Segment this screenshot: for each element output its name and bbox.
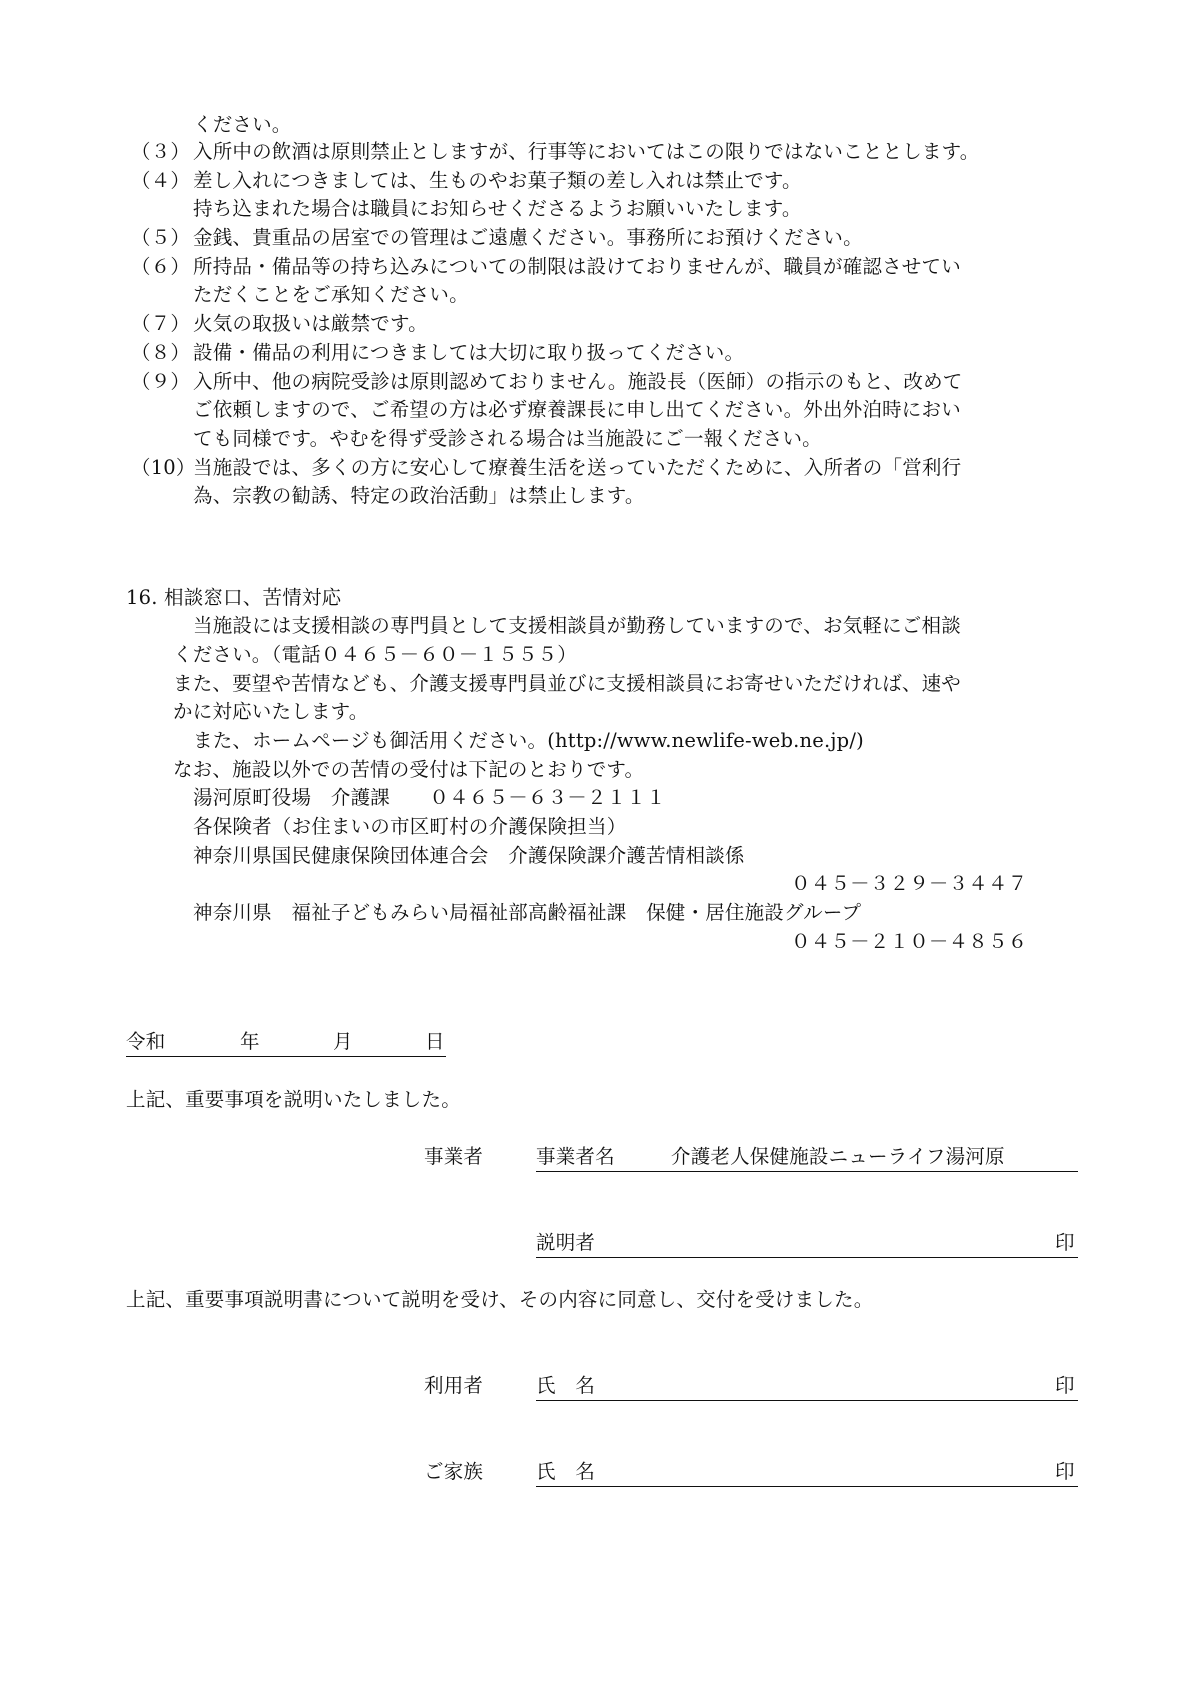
provider-label: 事業者 <box>424 1145 484 1168</box>
rule-text: 所持品・備品等の持ち込みについての制限は設けておりませんが、職員が確認させてい <box>193 255 961 278</box>
rule-number: （５） <box>131 226 191 249</box>
provider-name-label: 事業者名 <box>536 1145 615 1168</box>
date-era: 令和 <box>126 1030 166 1053</box>
explainer-label: 説明者 <box>536 1231 596 1254</box>
rule-text: 入所中、他の病院受診は原則認めておりません。施設長（医師）の指示のもと、改めて <box>193 370 963 393</box>
rule-number: （４） <box>131 169 191 192</box>
family-signature-line[interactable] <box>536 1486 1078 1487</box>
rule-number: （９） <box>131 370 191 393</box>
family-label: ご家族 <box>424 1460 484 1483</box>
paragraph-text: また、要望や苦情なども、介護支援専門員並びに支援相談員にお寄せいただければ、速や <box>173 672 962 695</box>
seal-mark: 印 <box>1055 1374 1075 1397</box>
date-underline <box>126 1056 446 1057</box>
agreement-statement: 上記、重要事項説明書について説明を受け、その内容に同意し、交付を受けました。 <box>126 1288 874 1311</box>
paragraph-text: かに対応いたします。 <box>173 700 369 723</box>
rule-text: ご依頼しますので、ご希望の方は必ず療養課長に申し出てください。外出外泊時におい <box>193 398 961 421</box>
contact-phone: ０４５－２１０－４８５６ <box>791 930 1028 953</box>
user-signature-line[interactable] <box>536 1400 1078 1401</box>
contact-line: 湯河原町役場 介護課 ０４６５－６３－２１１１ <box>193 786 666 809</box>
date-month: 月 <box>333 1030 353 1053</box>
explained-statement: 上記、重要事項を説明いたしました。 <box>126 1088 461 1111</box>
paragraph-text: 当施設には支援相談の専門員として支援相談員が勤務していますので、お気軽にご相談 <box>193 614 961 637</box>
paragraph-text: なお、施設以外での苦情の受付は下記のとおりです。 <box>173 758 645 781</box>
rule-text: ても同様です。やむを得ず受診される場合は当施設にご一報ください。 <box>193 427 822 450</box>
contact-line: 神奈川県国民健康保険団体連合会 介護保険課介護苦情相談係 <box>193 844 745 867</box>
rule-number: （10） <box>131 456 196 479</box>
date-year: 年 <box>240 1030 260 1053</box>
contact-line: 神奈川県 福祉子どもみらい局福祉部高齢福祉課 保健・居住施設グループ <box>193 901 862 924</box>
contact-line: 各保険者（お住まいの市区町村の介護保険担当） <box>193 815 627 838</box>
seal-mark: 印 <box>1055 1460 1075 1483</box>
rule-text: 入所中の飲酒は原則禁止としますが、行事等においてはこの限りではないこととします。 <box>193 140 980 163</box>
rule-number: （６） <box>131 255 191 278</box>
rule-number: （８） <box>131 341 191 364</box>
family-name-label: 氏 名 <box>536 1460 596 1483</box>
rule-text: 金銭、貴重品の居室での管理はご遠慮ください。事務所にお預けください。 <box>193 226 863 249</box>
rule-text: 持ち込まれた場合は職員にお知らせくださるようお願いいたします。 <box>193 197 802 220</box>
rule-text: 為、宗教の勧誘、特定の政治活動」は禁止します。 <box>193 484 645 507</box>
paragraph-text: ください。（電話０４６５－６０－１５５５） <box>173 643 577 666</box>
rule-continuation: ください。 <box>193 113 292 136</box>
rule-text: 当施設では、多くの方に安心して療養生活を送っていただくために、入所者の「営利行 <box>193 456 962 479</box>
paragraph-text: また、ホームページも御活用ください。(http://www.newlife-web.ne.jp/) <box>193 729 864 752</box>
section-heading: 16. 相談窓口、苦情対応 <box>126 586 342 609</box>
user-name-label: 氏 名 <box>536 1374 596 1397</box>
rule-text: 設備・備品の利用につきましては大切に取り扱ってください。 <box>193 341 745 364</box>
rule-number: （３） <box>131 140 191 163</box>
provider-underline <box>536 1171 1078 1172</box>
date-day: 日 <box>425 1030 445 1053</box>
provider-name: 介護老人保健施設ニューライフ湯河原 <box>671 1145 1005 1168</box>
seal-mark: 印 <box>1055 1231 1075 1254</box>
user-label: 利用者 <box>424 1374 484 1397</box>
rule-text: 差し入れにつきましては、生ものやお菓子類の差し入れは禁止です。 <box>193 169 802 192</box>
rule-number: （７） <box>131 312 191 335</box>
explainer-signature-line[interactable] <box>536 1257 1078 1258</box>
rule-text: ただくことをご承知ください。 <box>193 283 469 306</box>
rule-text: 火気の取扱いは厳禁です。 <box>193 312 428 335</box>
contact-phone: ０４５－３２９－３４４７ <box>791 872 1028 895</box>
